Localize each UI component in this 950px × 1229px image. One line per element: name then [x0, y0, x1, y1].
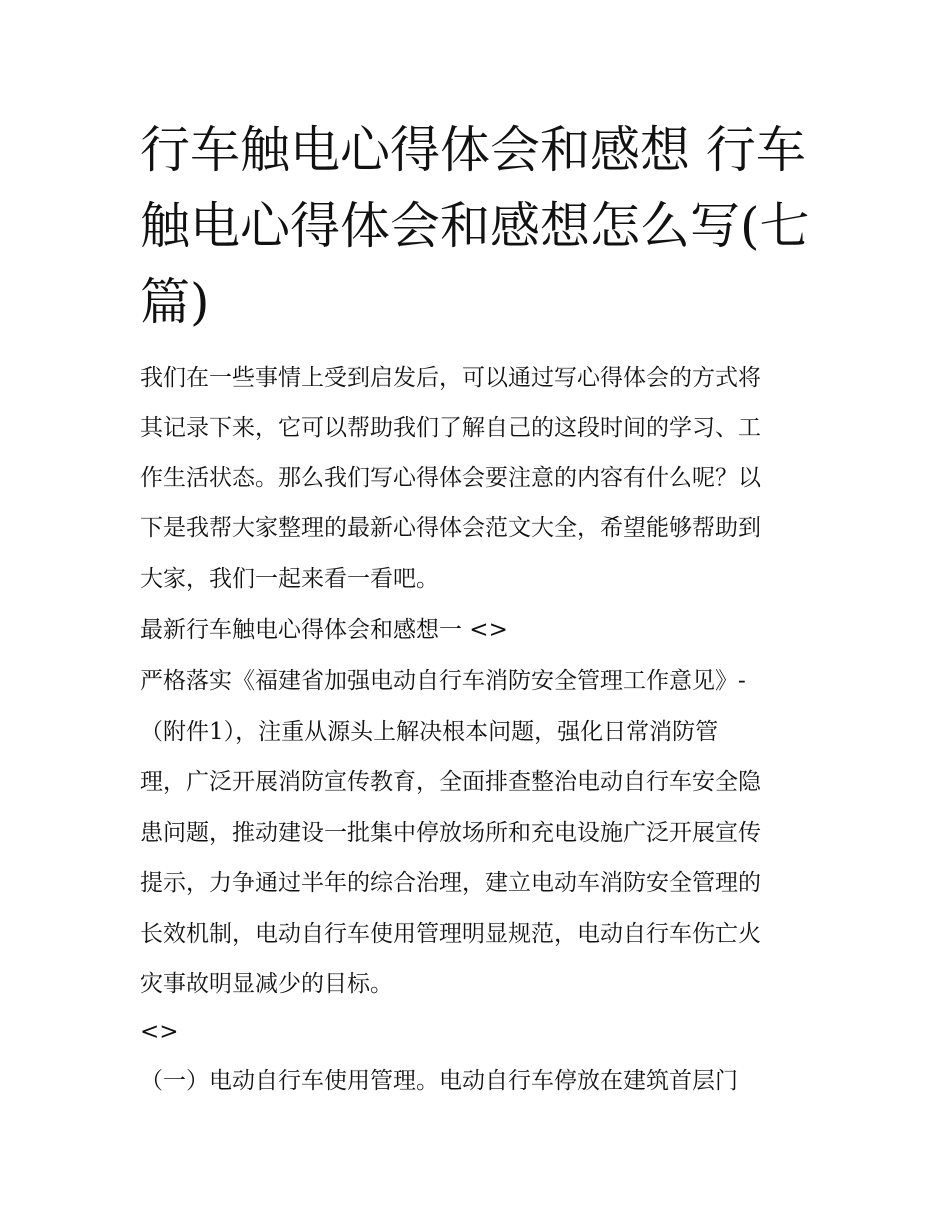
- sub-heading-line: （一）电动自行车使用管理。电动自行车停放在建筑首层门: [140, 1068, 738, 1094]
- body-line: 严格落实《福建省加强电动自行车消防安全管理工作意见》-: [140, 668, 746, 694]
- body-line: 患问题，推动建设一批集中停放场所和充电设施广泛开展宣传: [140, 820, 761, 846]
- intro-line: 其记录下来，它可以帮助我们了解自己的这段时间的学习、工: [140, 415, 761, 441]
- body-line: 理，广泛开展消防宣传教育，全面排查整治电动自行车安全隐: [140, 769, 761, 795]
- section-heading: 最新行车触电心得体会和感想一 <>: [140, 617, 508, 643]
- body-line: 长效机制，电动自行车使用管理明显规范，电动自行车伤亡火: [140, 921, 761, 947]
- intro-line: 下是我帮大家整理的最新心得体会范文大全，希望能够帮助到: [140, 515, 761, 541]
- title-line: 行车触电心得体会和感想 行车: [140, 121, 806, 179]
- intro-line: 大家，我们一起来看一看吧。: [140, 566, 439, 592]
- body-line: （附件1），注重从源头上解决根本问题，强化日常消防管: [140, 719, 719, 745]
- document-title: [140, 112, 820, 340]
- body-line: 灾事故明显减少的目标。: [140, 971, 393, 997]
- body-line: 提示，力争通过半年的综合治理，建立电动车消防安全管理的: [140, 870, 761, 896]
- intro-line: 作生活状态。那么我们写心得体会要注意的内容有什么呢？以: [140, 465, 761, 491]
- title-line: 触电心得体会和感想怎么写(七: [140, 197, 810, 255]
- title-line: 篇): [140, 273, 210, 331]
- separator-mark: <>: [140, 1019, 179, 1045]
- intro-line: 我们在一些事情上受到启发后，可以通过写心得体会的方式将: [140, 365, 761, 391]
